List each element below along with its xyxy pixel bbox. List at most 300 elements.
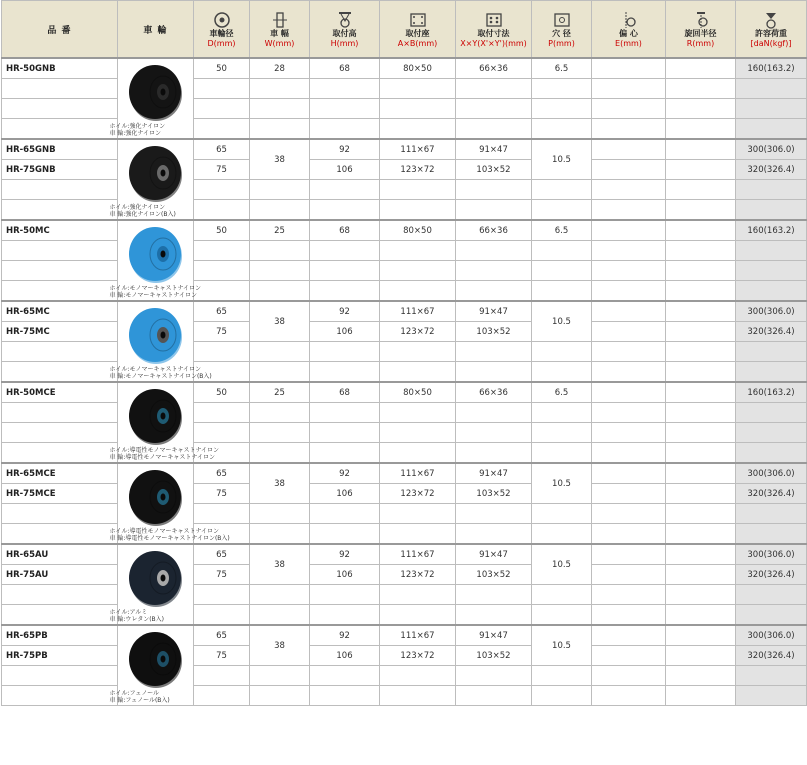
- caster-wheel-image: [125, 61, 187, 123]
- empty-cell: [250, 200, 310, 221]
- model-cell: [2, 119, 118, 140]
- holes-cell: 91×47: [456, 301, 532, 322]
- offset-cell: [592, 443, 666, 464]
- swivel-cell: [666, 585, 736, 605]
- load-cell: [736, 585, 807, 605]
- offset-cell: [592, 79, 666, 99]
- holes-cell: [456, 524, 532, 545]
- plate-cell: [380, 504, 456, 524]
- model-cell: [2, 281, 118, 302]
- swivel-cell: [666, 119, 736, 140]
- height-cell: 106: [310, 322, 380, 342]
- offset-cell: [592, 180, 666, 200]
- offset-cell: [592, 382, 666, 403]
- swivel-cell: [666, 504, 736, 524]
- load-cell: 300(306.0): [736, 544, 807, 565]
- load-cell: 300(306.0): [736, 301, 807, 322]
- empty-cell: [532, 605, 592, 626]
- offset-cell: [592, 403, 666, 423]
- empty-cell: [532, 200, 592, 221]
- hole-dia-cell: 10.5: [532, 544, 592, 585]
- model-cell: HR-75GNB: [2, 160, 118, 180]
- plate-cell: 111×67: [380, 544, 456, 565]
- dia-cell: 75: [194, 484, 250, 504]
- height-cell: 68: [310, 382, 380, 403]
- swivel-cell: [666, 58, 736, 79]
- hole-dia-cell: [532, 281, 592, 302]
- model-cell: HR-50MC: [2, 220, 118, 241]
- offset-cell: [592, 322, 666, 342]
- dia-cell: [194, 666, 250, 686]
- caster-wheel-image: [125, 385, 187, 447]
- load-cell: 300(306.0): [736, 463, 807, 484]
- hole-dia-cell: [532, 403, 592, 423]
- empty-cell: [250, 362, 310, 383]
- dia-cell: 65: [194, 139, 250, 160]
- empty-cell: [250, 524, 310, 545]
- width-cell: [250, 241, 310, 261]
- offset-cell: [592, 301, 666, 322]
- width-cell: 28: [250, 58, 310, 79]
- swivel-cell: [666, 261, 736, 281]
- model-cell: [2, 403, 118, 423]
- load-cell: [736, 504, 807, 524]
- load-cell: 300(306.0): [736, 139, 807, 160]
- hole-dia-cell: [532, 261, 592, 281]
- holes-cell: [456, 99, 532, 119]
- caption-line: 車 輪:導電性モノマーキャストナイロン(B入): [109, 534, 230, 542]
- swivel-cell: [666, 403, 736, 423]
- model-cell: HR-65GNB: [2, 139, 118, 160]
- plate-cell: [380, 79, 456, 99]
- plate-cell: [380, 403, 456, 423]
- plate-cell: [380, 281, 456, 302]
- model-cell: HR-50MCE: [2, 382, 118, 403]
- mount-plate-icon: [409, 11, 427, 29]
- model-cell: [2, 261, 118, 281]
- table-row: [2, 544, 807, 565]
- table-row: [2, 382, 807, 403]
- holes-cell: [456, 261, 532, 281]
- offset-cell: [592, 220, 666, 241]
- dia-cell: 75: [194, 646, 250, 666]
- swivel-cell: [666, 443, 736, 464]
- height-cell: [310, 281, 380, 302]
- holes-cell: 91×47: [456, 625, 532, 646]
- height-cell: 92: [310, 301, 380, 322]
- height-cell: [310, 403, 380, 423]
- dia-cell: [194, 261, 250, 281]
- model-cell: HR-50GNB: [2, 58, 118, 79]
- dia-cell: [194, 686, 250, 706]
- load-cell: 160(163.2): [736, 220, 807, 241]
- wheel-material-caption: [109, 527, 230, 542]
- wheel-image-cell: [109, 625, 194, 706]
- load-cell: 320(326.4): [736, 646, 807, 666]
- model-cell: HR-75MCE: [2, 484, 118, 504]
- table-row: [2, 301, 807, 322]
- model-cell: [2, 362, 118, 383]
- plate-cell: [380, 585, 456, 605]
- model-cell: [2, 180, 118, 200]
- swivel-cell: [666, 524, 736, 545]
- holes-cell: 103×52: [456, 322, 532, 342]
- holes-cell: 103×52: [456, 160, 532, 180]
- plate-cell: [380, 686, 456, 706]
- plate-cell: [380, 524, 456, 545]
- dia-cell: 50: [194, 58, 250, 79]
- load-cell: [736, 79, 807, 99]
- load-cell: [736, 180, 807, 200]
- plate-cell: [380, 241, 456, 261]
- caption-line: ホイル:強化ナイロン: [109, 122, 166, 130]
- height-cell: 106: [310, 484, 380, 504]
- caption-line: ホイル:モノマーキャストナイロン: [109, 284, 202, 292]
- load-capacity-icon: [762, 11, 780, 29]
- width-cell: 25: [250, 382, 310, 403]
- dia-cell: 75: [194, 160, 250, 180]
- empty-cell: [532, 342, 592, 362]
- hole-dia-cell: [532, 423, 592, 443]
- offset-cell: [592, 565, 666, 585]
- hole-dia-cell: [532, 443, 592, 464]
- header-offset: 偏 心 E(mm): [592, 1, 666, 59]
- offset-cell: [592, 666, 666, 686]
- model-cell: HR-75AU: [2, 565, 118, 585]
- empty-cell: [250, 585, 310, 605]
- swivel-cell: [666, 301, 736, 322]
- header-hole-dia: 穴 径 P(mm): [532, 1, 592, 59]
- swivel-cell: [666, 625, 736, 646]
- load-cell: [736, 666, 807, 686]
- empty-cell: [532, 362, 592, 383]
- height-cell: [310, 99, 380, 119]
- offset-cell: [592, 200, 666, 221]
- height-cell: 106: [310, 160, 380, 180]
- dia-cell: [194, 200, 250, 221]
- swivel-cell: [666, 362, 736, 383]
- holes-cell: [456, 281, 532, 302]
- model-cell: [2, 504, 118, 524]
- plate-cell: 80×50: [380, 220, 456, 241]
- swivel-cell: [666, 382, 736, 403]
- caption-line: ホイル:フェノール: [109, 689, 160, 697]
- hole-dia-cell: 6.5: [532, 220, 592, 241]
- hole-dia-cell: [532, 119, 592, 140]
- swivel-radius-icon: [692, 11, 710, 29]
- header-dia: 車輪径 D(mm): [194, 1, 250, 59]
- caption-line: 車 輪:モノマーキャストナイロン: [109, 291, 197, 299]
- model-cell: [2, 423, 118, 443]
- swivel-cell: [666, 241, 736, 261]
- caster-wheel-image: [125, 547, 187, 609]
- empty-cell: [250, 605, 310, 626]
- swivel-cell: [666, 342, 736, 362]
- swivel-cell: [666, 565, 736, 585]
- height-cell: [310, 261, 380, 281]
- dia-cell: [194, 79, 250, 99]
- offset-cell: [592, 646, 666, 666]
- height-cell: [310, 666, 380, 686]
- width-cell: 38: [250, 544, 310, 585]
- width-cell: [250, 261, 310, 281]
- plate-cell: [380, 119, 456, 140]
- load-cell: [736, 261, 807, 281]
- load-cell: [736, 281, 807, 302]
- height-cell: [310, 524, 380, 545]
- height-cell: [310, 605, 380, 626]
- holes-cell: [456, 241, 532, 261]
- swivel-cell: [666, 281, 736, 302]
- offset-cell: [592, 423, 666, 443]
- dia-cell: [194, 423, 250, 443]
- dia-cell: [194, 605, 250, 626]
- plate-cell: 123×72: [380, 565, 456, 585]
- table-row: [2, 220, 807, 241]
- hole-dia-cell: 6.5: [532, 382, 592, 403]
- caption-line: 車 輪:強化ナイロン(B入): [109, 210, 176, 218]
- holes-cell: [456, 585, 532, 605]
- wheel-image-cell: [109, 220, 202, 301]
- swivel-cell: [666, 605, 736, 626]
- load-cell: [736, 119, 807, 140]
- caption-line: ホイル:強化ナイロン: [109, 203, 166, 211]
- holes-cell: 91×47: [456, 463, 532, 484]
- load-cell: [736, 342, 807, 362]
- plate-cell: 123×72: [380, 160, 456, 180]
- height-cell: 92: [310, 625, 380, 646]
- hole-dia-cell: 10.5: [532, 463, 592, 504]
- height-cell: [310, 79, 380, 99]
- empty-cell: [532, 504, 592, 524]
- load-cell: 320(326.4): [736, 565, 807, 585]
- offset-cell: [592, 686, 666, 706]
- swivel-cell: [666, 463, 736, 484]
- offset-cell: [592, 58, 666, 79]
- swivel-cell: [666, 646, 736, 666]
- offset-cell: [592, 625, 666, 646]
- swivel-cell: [666, 423, 736, 443]
- holes-cell: 66×36: [456, 382, 532, 403]
- hole-dia-cell: [532, 79, 592, 99]
- offset-cell: [592, 241, 666, 261]
- caster-wheel-image: [125, 223, 187, 285]
- load-cell: 320(326.4): [736, 484, 807, 504]
- width-cell: [250, 79, 310, 99]
- header-load: 許容荷重 [daN(kgf)]: [736, 1, 807, 59]
- load-cell: [736, 200, 807, 221]
- height-cell: [310, 504, 380, 524]
- holes-cell: 66×36: [456, 58, 532, 79]
- load-cell: 320(326.4): [736, 160, 807, 180]
- width-cell: 38: [250, 463, 310, 504]
- load-cell: 300(306.0): [736, 625, 807, 646]
- holes-cell: [456, 180, 532, 200]
- plate-cell: 123×72: [380, 322, 456, 342]
- holes-cell: [456, 119, 532, 140]
- plate-cell: [380, 423, 456, 443]
- holes-cell: 103×52: [456, 565, 532, 585]
- swivel-cell: [666, 686, 736, 706]
- load-cell: [736, 99, 807, 119]
- height-cell: 92: [310, 463, 380, 484]
- model-cell: [2, 524, 118, 545]
- table-row: [2, 58, 807, 79]
- width-cell: [250, 423, 310, 443]
- empty-cell: [250, 686, 310, 706]
- wheel-image-cell: [109, 139, 194, 220]
- offset-cell: [592, 504, 666, 524]
- model-cell: [2, 342, 118, 362]
- holes-cell: [456, 686, 532, 706]
- plate-cell: 111×67: [380, 139, 456, 160]
- holes-cell: [456, 403, 532, 423]
- dia-cell: 65: [194, 463, 250, 484]
- holes-cell: 103×52: [456, 646, 532, 666]
- holes-cell: [456, 666, 532, 686]
- dia-cell: [194, 180, 250, 200]
- height-cell: [310, 119, 380, 140]
- height-cell: [310, 180, 380, 200]
- header-plate: 取付座 A×B(mm): [380, 1, 456, 59]
- width-cell: 38: [250, 301, 310, 342]
- holes-cell: 91×47: [456, 544, 532, 565]
- swivel-cell: [666, 322, 736, 342]
- plate-cell: [380, 443, 456, 464]
- load-cell: 320(326.4): [736, 322, 807, 342]
- dia-cell: 75: [194, 322, 250, 342]
- caption-line: ホイル:導電性モノマーキャストナイロン: [109, 446, 220, 454]
- model-cell: [2, 99, 118, 119]
- caster-wheel-image: [125, 304, 187, 366]
- model-cell: [2, 605, 118, 626]
- caption-line: 車 輪:ウレタン(B入): [109, 615, 164, 623]
- dia-cell: [194, 504, 250, 524]
- width-cell: 38: [250, 139, 310, 180]
- dia-cell: 65: [194, 625, 250, 646]
- wheel-material-caption: [109, 689, 193, 704]
- header-model: 品 番: [2, 1, 118, 59]
- dia-cell: [194, 281, 250, 302]
- model-cell: [2, 79, 118, 99]
- load-cell: [736, 362, 807, 383]
- plate-cell: 80×50: [380, 382, 456, 403]
- model-cell: [2, 443, 118, 464]
- height-cell: [310, 342, 380, 362]
- swivel-cell: [666, 544, 736, 565]
- wheel-width-icon: [271, 11, 289, 29]
- width-cell: [250, 403, 310, 423]
- dia-cell: 50: [194, 382, 250, 403]
- holes-cell: 91×47: [456, 139, 532, 160]
- caster-wheel-image: [125, 142, 187, 204]
- height-cell: [310, 686, 380, 706]
- height-cell: 68: [310, 220, 380, 241]
- offset-cell: [592, 261, 666, 281]
- model-cell: [2, 200, 118, 221]
- holes-cell: [456, 443, 532, 464]
- wheel-material-caption: [109, 284, 202, 299]
- model-cell: HR-75PB: [2, 646, 118, 666]
- offset-cell: [592, 139, 666, 160]
- holes-cell: [456, 342, 532, 362]
- swivel-cell: [666, 139, 736, 160]
- holes-cell: [456, 504, 532, 524]
- caption-line: ホイル:モノマーキャストナイロン: [109, 365, 202, 373]
- plate-cell: [380, 362, 456, 383]
- offset-cell: [592, 463, 666, 484]
- width-cell: [250, 99, 310, 119]
- model-cell: HR-65AU: [2, 544, 118, 565]
- holes-cell: [456, 362, 532, 383]
- empty-cell: [250, 180, 310, 200]
- model-cell: HR-65PB: [2, 625, 118, 646]
- load-cell: [736, 605, 807, 626]
- wheel-image-cell: [109, 58, 194, 139]
- swivel-cell: [666, 220, 736, 241]
- model-cell: [2, 686, 118, 706]
- table-row: [2, 463, 807, 484]
- offset-cell: [592, 362, 666, 383]
- holes-cell: [456, 200, 532, 221]
- height-cell: 92: [310, 139, 380, 160]
- header-wheel: 車 輪: [118, 1, 194, 59]
- caster-spec-table: [1, 0, 807, 706]
- caster-wheel-image: [125, 628, 187, 690]
- plate-cell: 80×50: [380, 58, 456, 79]
- offset-cell: [592, 119, 666, 140]
- swivel-cell: [666, 79, 736, 99]
- height-cell: [310, 423, 380, 443]
- empty-cell: [532, 585, 592, 605]
- height-cell: [310, 443, 380, 464]
- plate-cell: [380, 342, 456, 362]
- hole-dia-cell: 10.5: [532, 301, 592, 342]
- width-cell: [250, 119, 310, 140]
- load-cell: 160(163.2): [736, 382, 807, 403]
- plate-cell: 111×67: [380, 301, 456, 322]
- hole-diameter-icon: [553, 11, 571, 29]
- model-cell: HR-65MCE: [2, 463, 118, 484]
- holes-cell: 66×36: [456, 220, 532, 241]
- wheel-image-cell: [109, 544, 194, 625]
- wheel-material-caption: [109, 446, 220, 461]
- dia-cell: [194, 342, 250, 362]
- holes-cell: 103×52: [456, 484, 532, 504]
- model-cell: HR-65MC: [2, 301, 118, 322]
- wheel-material-caption: [109, 203, 193, 218]
- empty-cell: [250, 666, 310, 686]
- width-cell: [250, 281, 310, 302]
- dia-cell: 65: [194, 301, 250, 322]
- dia-cell: 75: [194, 565, 250, 585]
- dia-cell: 65: [194, 544, 250, 565]
- height-cell: 106: [310, 565, 380, 585]
- plate-cell: [380, 200, 456, 221]
- wheel-diameter-icon: [213, 11, 231, 29]
- width-cell: 38: [250, 625, 310, 666]
- offset-cell: [592, 524, 666, 545]
- holes-cell: [456, 605, 532, 626]
- wheel-material-caption: [109, 122, 193, 137]
- plate-cell: 111×67: [380, 625, 456, 646]
- hole-dia-cell: 10.5: [532, 625, 592, 666]
- caster-wheel-image: [125, 466, 187, 528]
- dia-cell: [194, 241, 250, 261]
- offset-cell: [592, 585, 666, 605]
- wheel-image-cell: [109, 382, 220, 463]
- plate-cell: [380, 180, 456, 200]
